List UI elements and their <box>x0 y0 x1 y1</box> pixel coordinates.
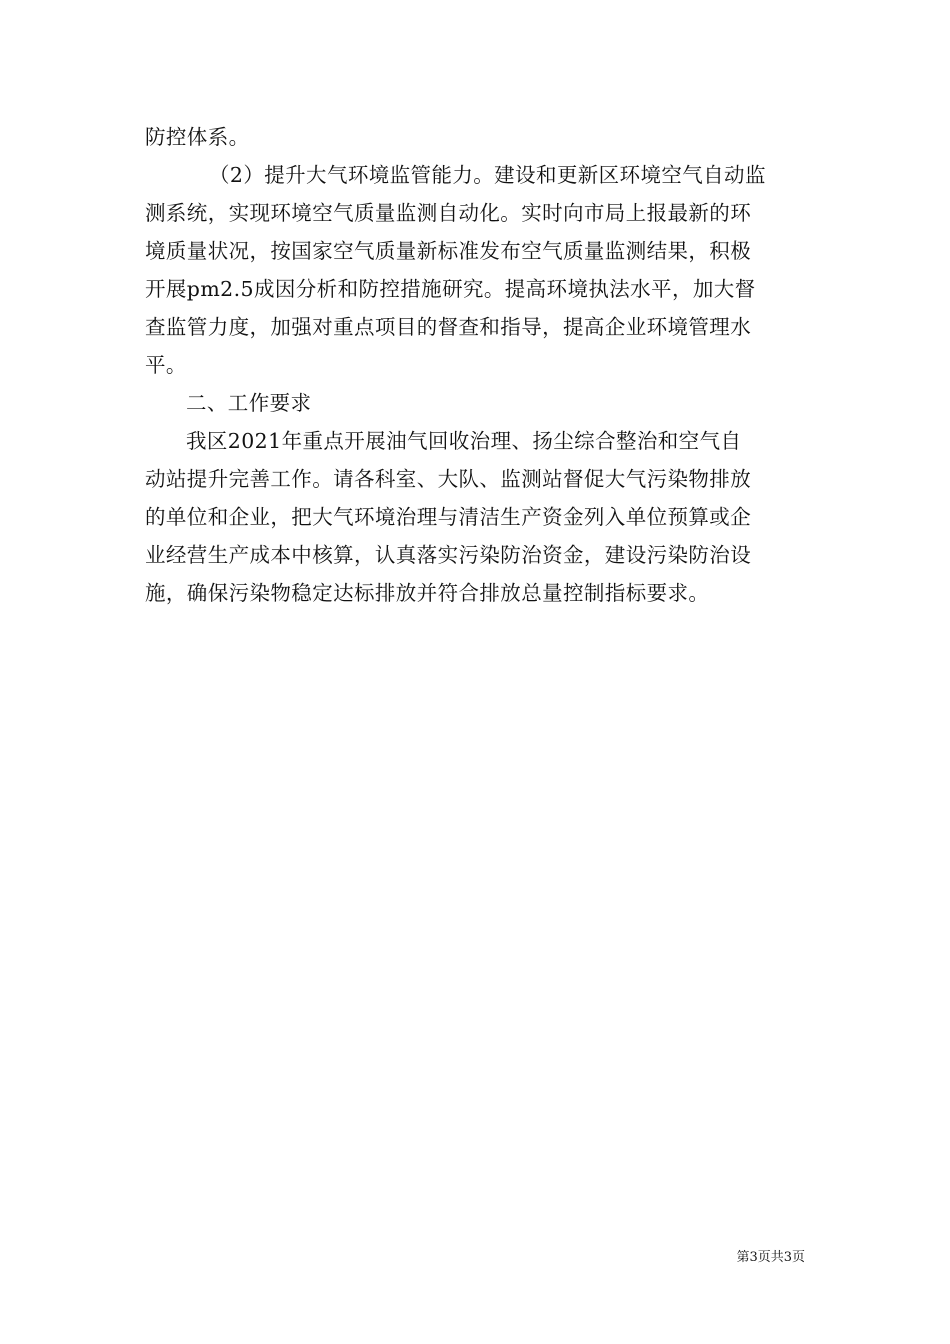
text-line: 平。 <box>145 353 187 377</box>
page-number-footer: 第3页共3页 <box>736 1250 805 1265</box>
text-line: 测系统，实现环境空气质量监测自动化。实时向市局上报最新的环 <box>145 201 752 225</box>
document-body <box>145 118 810 612</box>
text-line: 的单位和企业，把大气环境治理与清洁生产资金列入单位预算或企 <box>145 505 752 529</box>
text-line: 施，确保污染物稳定达标排放并符合排放总量控制指标要求。 <box>145 581 710 605</box>
text-line: 动站提升完善工作。请各科室、大队、监测站督促大气污染物排放 <box>145 467 752 491</box>
text-line: （2）提升大气环境监管能力。建设和更新区环境空气自动监 <box>209 163 766 187</box>
text-line: 境质量状况，按国家空气质量新标准发布空气质量监测结果，积极 <box>145 239 752 263</box>
text-line: 查监管力度，加强对重点项目的督查和指导，提高企业环境管理水 <box>145 315 752 339</box>
text-line: 开展pm2.5成因分析和防控措施研究。提高环境执法水平，加大督 <box>145 277 756 301</box>
text-line: 防控体系。 <box>145 125 250 149</box>
section-heading: 二、工作要求 <box>186 391 312 415</box>
text-line: 我区2021年重点开展油气回收治理、扬尘综合整治和空气自 <box>186 429 742 453</box>
text-line: 业经营生产成本中核算，认真落实污染防治资金，建设污染防治设 <box>145 543 752 567</box>
